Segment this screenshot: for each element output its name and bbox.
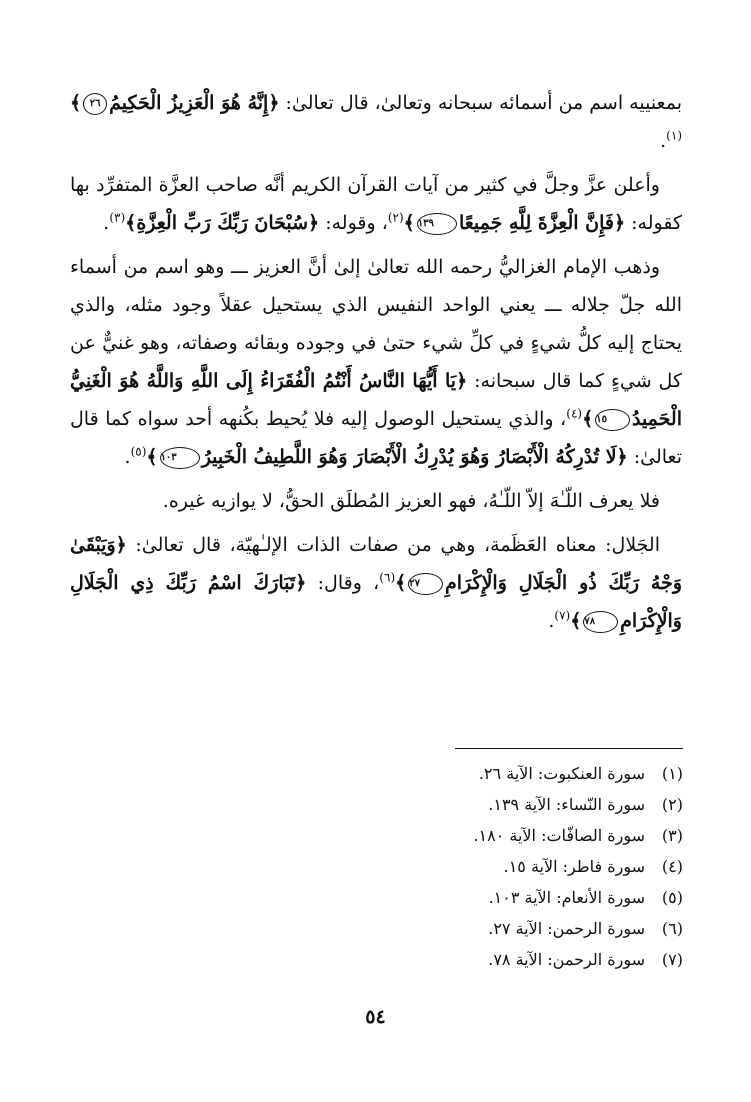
footnote-ref: (٧) (554, 608, 571, 623)
footnote-item (300, 944, 683, 975)
quran-close-bracket: ﴾ (570, 610, 582, 632)
footnote-ref: (٥) (130, 444, 147, 459)
main-text (70, 84, 682, 646)
paragraph-text: وأعلن عزَّ وجلَّ في كثير من آيات القرآن الكريم أنَّه صاحب العزَّة المتفرِّد بها كقوله: (70, 174, 682, 234)
ayah-number-mark: ١٠٣ (160, 447, 200, 469)
footnote-divider (455, 748, 683, 749)
ayah-number-mark: ٢٦ (83, 93, 107, 115)
quran-verse: تَبَارَكَ اسْمُ رَبِّكَ ذِي الْجَلَالِ وَالْإِكْرَامِ (70, 572, 682, 632)
footnote-item (300, 820, 683, 851)
footnote-item (300, 851, 683, 882)
footnote-number: (٤) (661, 857, 683, 876)
ayah-number-mark: ٧٨ (583, 611, 618, 633)
quran-verse: وَيَبْقَىٰ وَجْهُ رَبِّكَ ذُو الْجَلَالِ وَالْإِكْرَامِ (70, 534, 682, 594)
footnote-text: سورة الرحمن: الآية ٧٨. (488, 950, 645, 969)
footnote-text: سورة الرحمن: الآية ٢٧. (488, 919, 645, 938)
quran-close-bracket: ﴾ (146, 446, 158, 468)
paragraph-text: ، والذي يستحيل الوصول إليه فلا يُحيط بكُنهه أحد سواه كما قال تعالىٰ: (70, 408, 682, 468)
paragraph-5 (70, 526, 682, 640)
footnote-item (300, 789, 683, 820)
footnotes-list (300, 758, 683, 975)
footnote-ref: (٦) (379, 570, 396, 585)
quran-close-bracket: ﴾ (70, 92, 82, 114)
paragraph-text: ، وقال: (306, 572, 380, 594)
footnote-number: (١) (661, 764, 683, 783)
paragraph-text: . (124, 446, 131, 468)
paragraph-4 (70, 482, 682, 520)
quran-close-bracket: ﴾ (403, 212, 415, 234)
paragraph-text: الجَلال: معناه العَظَمة، وهي من صفات الذات الإلـٰهيّة، قال تعالىٰ: (126, 534, 660, 556)
page-number: ٥٤ (365, 1006, 386, 1028)
quran-open-bracket: ﴿ (295, 572, 307, 594)
ayah-number-mark: ٢٧ (408, 573, 443, 595)
footnote-number: (٥) (661, 888, 683, 907)
quran-open-bracket: ﴿ (115, 534, 127, 556)
footnote-text: سورة النّساء: الآية ١٣٩. (488, 795, 645, 814)
footnote-item (300, 758, 683, 789)
quran-close-bracket: ﴾ (125, 212, 137, 234)
quran-open-bracket: ﴿ (616, 446, 628, 468)
paragraph-3 (70, 248, 682, 476)
paragraph-text: بمعنييه اسم من أسمائه سبحانه وتعالىٰ، قال تعالىٰ: (279, 92, 682, 114)
paragraph-text: وذهب الإمام الغزاليُّ رحمه الله تعالىٰ إلىٰ أنَّ العزيز ـــ وهو اسم من أسماء الله جلّ جلاله ـــ يعني الواحد النفيس الذي يستحيل عقلاً وجود مثله، والذي يحتاج إليه كلُّ شيءٍ في كلِّ شيء حتىٰ في وجوده وبقائه وصفاته، وهو غنيٌّ عن كل شيءٍ كما قال سبحانه: (70, 256, 682, 392)
footnote-number: (٣) (661, 826, 683, 845)
footnote-text: سورة فاطر: الآية ١٥. (503, 857, 645, 876)
ayah-number-mark: ١٣٩ (417, 213, 457, 235)
footnote-ref: (١) (666, 128, 682, 143)
quran-open-bracket: ﴿ (268, 92, 280, 114)
quran-verse: إِنَّهُ هُوَ الْعَزِيزُ الْحَكِيمُ (109, 92, 269, 114)
footnote-number: (٧) (661, 950, 683, 969)
quran-open-bracket: ﴿ (308, 212, 320, 234)
footnote-item (300, 913, 683, 944)
footnote-ref: (٤) (566, 406, 583, 421)
footnote-text: سورة العنكبوت: الآية ٢٦. (478, 764, 645, 783)
ayah-number-mark: ١٥ (595, 409, 630, 431)
quran-verse: فَإِنَّ الْعِزَّةَ لِلَّهِ جَمِيعًا (458, 212, 614, 234)
footnote-ref: (٢) (387, 210, 404, 225)
footnote-number: (٢) (661, 795, 683, 814)
footnote-ref: (٣) (109, 210, 126, 225)
footnote-text: سورة الأنعام: الآية ١٠٣. (488, 888, 645, 907)
quran-verse: لَا تُدْرِكُهُ الْأَبْصَارُ وَهُوَ يُدْرِكُ الْأَبْصَارَ وَهُوَ اللَّطِيفُ الْخَبِيرُ (201, 446, 617, 468)
quran-verse: يَا أَيُّهَا النَّاسُ أَنْتُمُ الْفُقَرَاءُ إِلَى اللَّهِ وَاللَّهُ هُوَ الْغَنِيُّ الْحَمِيدُ (70, 370, 682, 430)
quran-open-bracket: ﴿ (456, 370, 468, 392)
quran-close-bracket: ﴾ (395, 572, 407, 594)
footnote-text: سورة الصافّات: الآية ١٨٠. (473, 826, 645, 845)
paragraph-1 (70, 84, 682, 160)
paragraph-text: . (548, 610, 555, 632)
paragraph-text: ، وقوله: (319, 212, 388, 234)
paragraph-text: . (660, 130, 667, 152)
quran-close-bracket: ﴾ (582, 408, 594, 430)
footnote-number: (٦) (661, 919, 683, 938)
footnote-item (300, 882, 683, 913)
paragraph-2 (70, 166, 682, 242)
paragraph-text: فلا يعرف اللّـٰهَ إلاّ اللّـٰهُ، فهو العزيز المُطلَق الحقُّ، لا يوازيه غيره. (162, 490, 660, 512)
quran-open-bracket: ﴿ (613, 212, 626, 234)
paragraph-text: . (103, 212, 110, 234)
quran-verse: سُبْحَانَ رَبِّكَ رَبِّ الْعِزَّةِ (136, 212, 309, 234)
